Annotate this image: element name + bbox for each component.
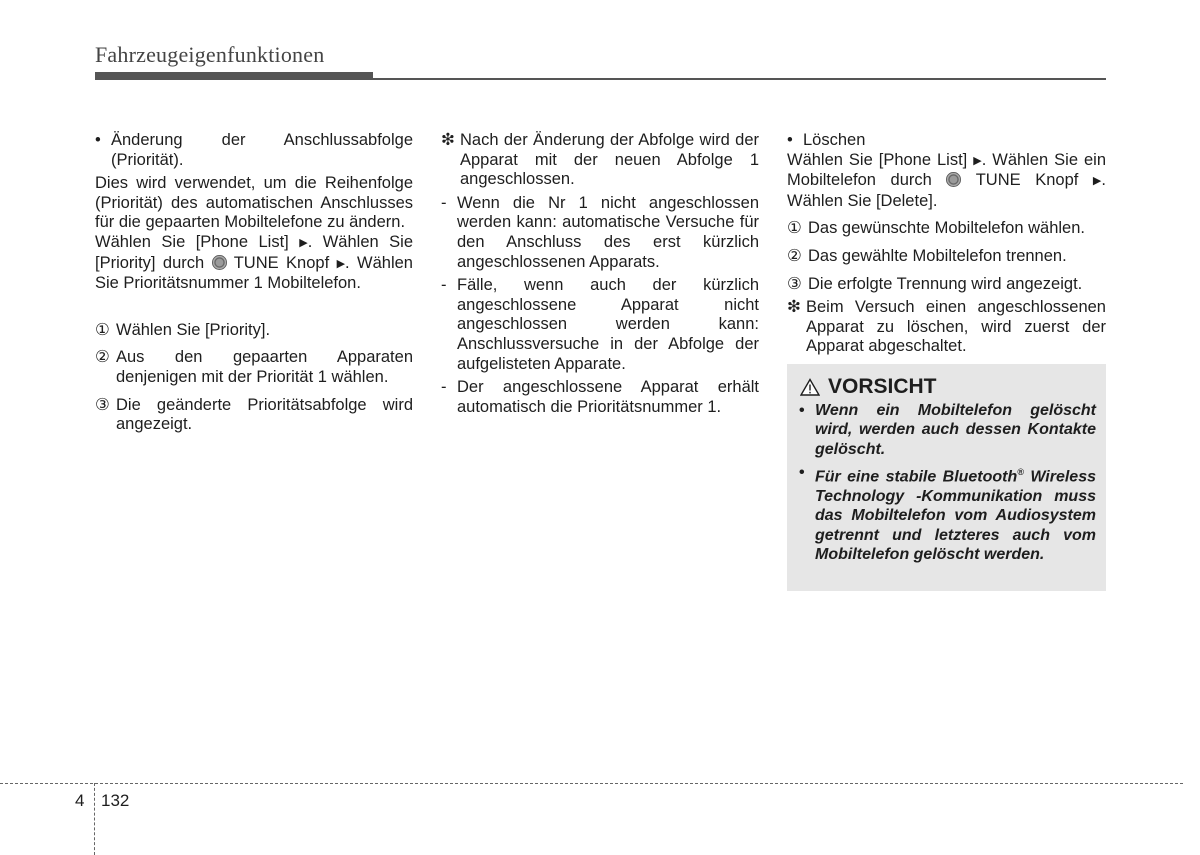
- dash-item: [441, 194, 759, 272]
- arrow-right-icon: ▶: [973, 154, 982, 167]
- instruction-text: . Wählen Sie [Priority] durch: [95, 232, 413, 272]
- instruction-paragraph: [95, 233, 413, 294]
- step-number: ③: [787, 274, 802, 293]
- step-text: Die geänderte Prioritätsabfolge wird angezeigt.: [116, 395, 413, 434]
- step-item: [787, 219, 1106, 239]
- bullet-mark: •: [95, 131, 101, 149]
- step-item: [95, 348, 413, 387]
- step-text: Aus den gepaarten Apparaten denjenigen mit der Priorität 1 wählen.: [116, 348, 413, 386]
- arrow-right-icon: ▶: [1092, 175, 1102, 188]
- warning-triangle-icon: [800, 378, 820, 396]
- page-header-title: Fahrzeugeigenfunktionen: [95, 42, 325, 67]
- bullet-item: [787, 131, 1106, 151]
- dash-text: Der angeschlossene Apparat erhält automatisch die Prioritätsnummer 1.: [457, 378, 759, 416]
- chapter-number: 4: [75, 791, 85, 810]
- tune-knob-icon: [212, 255, 227, 270]
- tune-knob-icon: [946, 172, 961, 187]
- dash-item: [441, 378, 759, 417]
- caution-text-part: Wireless Technology -Kommunikation muss das Mobiltelefon vom Audiosystem getrennt und letzteres auch vom Mobiltelefon gelöscht werden.: [815, 468, 1096, 564]
- bullet-mark: •: [799, 464, 805, 482]
- step-text: Wählen Sie [Priority].: [116, 320, 271, 339]
- caution-header: [800, 375, 937, 399]
- note-mark: ❇: [441, 131, 455, 149]
- caution-text: Wenn ein Mobiltelefon gelöscht wird, werden auch dessen Kontakte gelöscht.: [815, 402, 1096, 458]
- note-item: [441, 131, 759, 190]
- caution-item: [799, 463, 1096, 564]
- footer-rule: [0, 783, 1183, 784]
- bullet-mark: •: [799, 402, 805, 419]
- instruction-text: . Wählen Sie Prioritätsnummer 1 Mobiltelefon.: [95, 253, 413, 293]
- instruction-paragraph: [787, 151, 1106, 212]
- column-3: [787, 131, 1106, 357]
- note-item: [787, 298, 1106, 357]
- dash-item: [441, 276, 759, 374]
- caution-title: VORSICHT: [828, 375, 937, 398]
- header-rule: [95, 78, 1106, 80]
- step-text: Das gewählte Mobiltelefon trennen.: [808, 246, 1067, 265]
- dash-text: Fälle, wenn auch der kürzlich angeschlossene Apparat nicht angeschlossen werden kann: Anschlussversuche in der Abfolge der aufgelisteten Apparate.: [457, 276, 759, 373]
- note-mark: ❇: [787, 298, 801, 317]
- instruction-text: . Wählen Sie ein Mobiltelefon durch: [787, 150, 1107, 190]
- step-item: [787, 247, 1106, 267]
- bullet-item: [95, 131, 413, 170]
- caution-text: [815, 463, 1096, 564]
- dash-mark: -: [441, 378, 447, 397]
- caution-box: [787, 364, 1106, 591]
- instruction-text: Wählen Sie [Phone List]: [787, 150, 974, 169]
- caution-list: [799, 401, 1096, 565]
- footer-divider: [94, 783, 95, 855]
- arrow-right-icon: ▶: [336, 257, 346, 270]
- bullet-mark: •: [787, 131, 793, 149]
- step-text: Die erfolgte Trennung wird angezeigt.: [808, 274, 1083, 293]
- step-number: ①: [787, 219, 802, 238]
- arrow-right-icon: ▶: [299, 236, 308, 249]
- bullet-text: Löschen: [803, 131, 866, 149]
- step-number: ①: [95, 320, 110, 339]
- step-item: [787, 275, 1106, 295]
- dash-text: Wenn die Nr 1 nicht angeschlossen werden kann: automatische Versuche für den Anschluss des erst kürzlich angeschlossenen Apparats.: [457, 193, 759, 271]
- caution-text-part: Für eine stabile Bluetooth: [815, 468, 1018, 486]
- registered-mark: ®: [1017, 467, 1024, 478]
- instruction-text: TUNE Knopf: [961, 171, 1093, 190]
- dash-mark: -: [441, 276, 447, 295]
- column-1: [95, 131, 413, 435]
- step-text: Das gewünschte Mobiltelefon wählen.: [808, 219, 1085, 238]
- note-text: Nach der Änderung der Abfolge wird der Apparat mit der neuen Abfolge 1 angeschlossen.: [460, 131, 759, 189]
- paragraph: Dies wird verwendet, um die Reihenfolge (Priorität) des automatischen Anschlusses für die gepaarten Mobiltelefone zu ändern.: [95, 174, 413, 232]
- instruction-text: Wählen Sie [Phone List]: [95, 232, 300, 251]
- step-number: ②: [787, 246, 802, 265]
- instruction-text: . Wählen Sie [Delete].: [787, 171, 1106, 210]
- step-item: [95, 396, 413, 435]
- step-number: ③: [95, 395, 110, 414]
- dash-mark: -: [441, 193, 447, 212]
- bullet-text: Änderung der Anschlussabfolge (Priorität).: [111, 131, 413, 169]
- page-number: 132: [101, 791, 130, 810]
- caution-item: [799, 401, 1096, 459]
- step-number: ②: [95, 348, 110, 367]
- instruction-text: TUNE Knopf: [226, 253, 337, 272]
- step-item: [95, 321, 413, 341]
- column-2: [441, 131, 759, 417]
- note-text: Beim Versuch einen angeschlossenen Apparat zu löschen, wird zuerst der Apparat abgeschaltet.: [806, 298, 1106, 356]
